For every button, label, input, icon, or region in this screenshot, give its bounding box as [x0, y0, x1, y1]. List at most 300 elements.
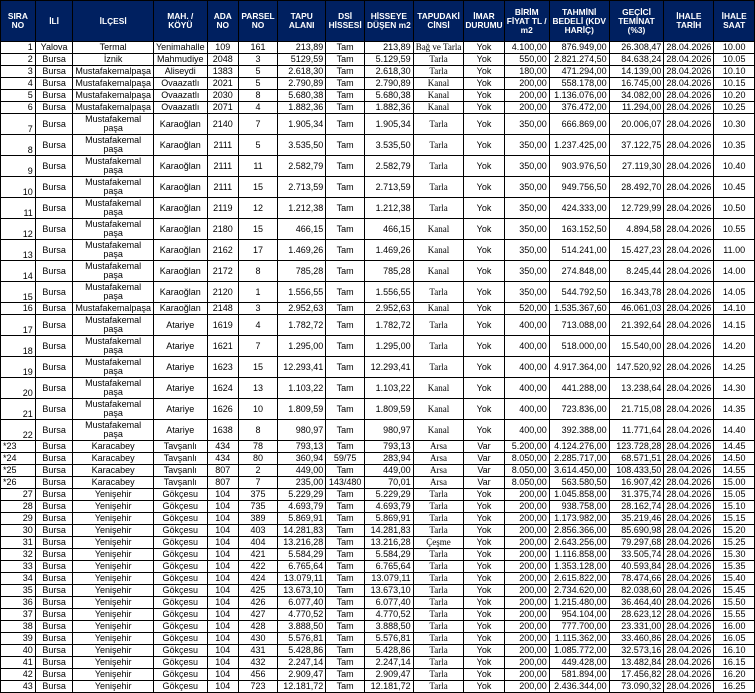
- dsi-hissesi-cell: Tam: [326, 645, 365, 657]
- parsel-no-cell: 3: [238, 303, 277, 315]
- il-cell: Bursa: [35, 78, 73, 90]
- ilce-cell: Mustafakemalpaşa: [73, 90, 154, 102]
- imar-durumu-cell: Yok: [464, 681, 504, 693]
- column-header: İLİ: [35, 1, 73, 42]
- tahmini-bedel-cell: 544.792,50: [549, 282, 609, 303]
- gecici-teminat-cell: 20.006,07: [609, 114, 664, 135]
- ihale-tarih-cell: 28.04.2026: [664, 42, 714, 54]
- imar-durumu-cell: Yok: [464, 66, 504, 78]
- sira-no-cell: 30: [1, 525, 36, 537]
- sira-no-cell: 13: [1, 240, 36, 261]
- tapudaki-cinsi-cell: Tarla: [413, 315, 464, 336]
- sira-no-cell: *26: [1, 477, 36, 489]
- ilce-cell: Mustafakemal paşa: [73, 198, 154, 219]
- ihale-saat-cell: 15.45: [714, 585, 755, 597]
- column-header: PARSEL NO: [238, 1, 277, 42]
- dsi-hissesi-cell: Tam: [326, 315, 365, 336]
- tapu-alani-cell: 980,97: [278, 420, 326, 441]
- hisseye-dusen-cell: 2.618,30: [365, 66, 414, 78]
- dsi-hissesi-cell: Tam: [326, 633, 365, 645]
- table-row: [1, 336, 755, 357]
- ada-no-cell: 1619: [207, 315, 238, 336]
- dsi-hissesi-cell: Tam: [326, 609, 365, 621]
- tapudaki-cinsi-cell: Tarla: [413, 501, 464, 513]
- table-row: [1, 561, 755, 573]
- hisseye-dusen-cell: 785,28: [365, 261, 414, 282]
- tahmini-bedel-cell: 1.237.425,00: [549, 135, 609, 156]
- parsel-no-cell: 5: [238, 66, 277, 78]
- ihale-saat-cell: 14.35: [714, 399, 755, 420]
- ihale-saat-cell: 14.40: [714, 420, 755, 441]
- tapu-alani-cell: 1.809,59: [278, 399, 326, 420]
- il-cell: Bursa: [35, 597, 73, 609]
- tapu-alani-cell: 2.909,47: [278, 669, 326, 681]
- column-header: İLÇESİ: [73, 1, 154, 42]
- il-cell: Bursa: [35, 399, 73, 420]
- dsi-hissesi-cell: 143/480: [326, 477, 365, 489]
- dsi-hissesi-cell: Tam: [326, 561, 365, 573]
- il-cell: Bursa: [35, 525, 73, 537]
- ihale-saat-cell: 10.55: [714, 219, 755, 240]
- ihale-saat-cell: 10.15: [714, 78, 755, 90]
- ihale-saat-cell: 15.05: [714, 489, 755, 501]
- tahmini-bedel-cell: 449.428,00: [549, 657, 609, 669]
- ihale-tarih-cell: 28.04.2026: [664, 453, 714, 465]
- imar-durumu-cell: Yok: [464, 633, 504, 645]
- hisseye-dusen-cell: 13.079,11: [365, 573, 414, 585]
- dsi-hissesi-cell: Tam: [326, 240, 365, 261]
- mahalle-cell: Karaoğlan: [153, 240, 207, 261]
- ada-no-cell: 2048: [207, 54, 238, 66]
- parsel-no-cell: 80: [238, 453, 277, 465]
- ada-no-cell: 104: [207, 585, 238, 597]
- birim-fiyat-cell: 200,00: [504, 513, 549, 525]
- il-cell: Bursa: [35, 477, 73, 489]
- ada-no-cell: 2172: [207, 261, 238, 282]
- il-cell: Bursa: [35, 198, 73, 219]
- mahalle-cell: Gökçesu: [153, 681, 207, 693]
- sira-no-cell: 36: [1, 597, 36, 609]
- imar-durumu-cell: Yok: [464, 513, 504, 525]
- parsel-no-cell: 15: [238, 177, 277, 198]
- mahalle-cell: Tavşanlı: [153, 477, 207, 489]
- il-cell: Bursa: [35, 135, 73, 156]
- gecici-teminat-cell: 26.308,47: [609, 42, 664, 54]
- tahmini-bedel-cell: 514.241,00: [549, 240, 609, 261]
- gecici-teminat-cell: 12.729,99: [609, 198, 664, 219]
- tapudaki-cinsi-cell: Tarla: [413, 525, 464, 537]
- tahmini-bedel-cell: 563.580,50: [549, 477, 609, 489]
- imar-durumu-cell: Yok: [464, 219, 504, 240]
- gecici-teminat-cell: 28.492,70: [609, 177, 664, 198]
- il-cell: Bursa: [35, 561, 73, 573]
- sira-no-cell: 37: [1, 609, 36, 621]
- ihale-saat-cell: 15.00: [714, 477, 755, 489]
- dsi-hissesi-cell: Tam: [326, 42, 365, 54]
- imar-durumu-cell: Yok: [464, 90, 504, 102]
- ihale-saat-cell: 10.30: [714, 114, 755, 135]
- ihale-tarih-cell: 28.04.2026: [664, 537, 714, 549]
- tapudaki-cinsi-cell: Tarla: [413, 336, 464, 357]
- tapudaki-cinsi-cell: Kanal: [413, 240, 464, 261]
- birim-fiyat-cell: 200,00: [504, 633, 549, 645]
- gecici-teminat-cell: 73.090,32: [609, 681, 664, 693]
- hisseye-dusen-cell: 5.680,38: [365, 90, 414, 102]
- column-header: İMAR DURUMU: [464, 1, 504, 42]
- parsel-no-cell: 456: [238, 669, 277, 681]
- table-row: [1, 261, 755, 282]
- dsi-hissesi-cell: Tam: [326, 597, 365, 609]
- tahmini-bedel-cell: 4.124.276,00: [549, 441, 609, 453]
- tapu-alani-cell: 5.576,81: [278, 633, 326, 645]
- hisseye-dusen-cell: 1.782,72: [365, 315, 414, 336]
- hisseye-dusen-cell: 2.582,79: [365, 156, 414, 177]
- ihale-saat-cell: 14.45: [714, 441, 755, 453]
- tapu-alani-cell: 466,15: [278, 219, 326, 240]
- parsel-no-cell: 404: [238, 537, 277, 549]
- hisseye-dusen-cell: 5.428,86: [365, 645, 414, 657]
- table-row: [1, 621, 755, 633]
- hisseye-dusen-cell: 2.909,47: [365, 669, 414, 681]
- gecici-teminat-cell: 82.038,60: [609, 585, 664, 597]
- tapudaki-cinsi-cell: Tarla: [413, 135, 464, 156]
- dsi-hissesi-cell: Tam: [326, 513, 365, 525]
- parsel-no-cell: 735: [238, 501, 277, 513]
- gecici-teminat-cell: 17.456,82: [609, 669, 664, 681]
- tapudaki-cinsi-cell: Tarla: [413, 54, 464, 66]
- parsel-no-cell: 10: [238, 399, 277, 420]
- table-row: [1, 477, 755, 489]
- column-header: TAPUDAKİ CİNSİ: [413, 1, 464, 42]
- tapudaki-cinsi-cell: Tarla: [413, 573, 464, 585]
- tahmini-bedel-cell: 2.821.274,50: [549, 54, 609, 66]
- parsel-no-cell: 12: [238, 198, 277, 219]
- ada-no-cell: 104: [207, 549, 238, 561]
- mahalle-cell: Gökçesu: [153, 513, 207, 525]
- dsi-hissesi-cell: Tam: [326, 90, 365, 102]
- birim-fiyat-cell: 350,00: [504, 198, 549, 219]
- ilce-cell: Yenişehir: [73, 513, 154, 525]
- ihale-tarih-cell: 28.04.2026: [664, 177, 714, 198]
- ihale-tarih-cell: 28.04.2026: [664, 78, 714, 90]
- tahmini-bedel-cell: 2.285.717,00: [549, 453, 609, 465]
- imar-durumu-cell: Yok: [464, 135, 504, 156]
- parsel-no-cell: 424: [238, 573, 277, 585]
- birim-fiyat-cell: 520,00: [504, 303, 549, 315]
- il-cell: Bursa: [35, 102, 73, 114]
- imar-durumu-cell: Yok: [464, 501, 504, 513]
- table-row: [1, 645, 755, 657]
- ihale-tarih-cell: 28.04.2026: [664, 609, 714, 621]
- imar-durumu-cell: Yok: [464, 573, 504, 585]
- mahalle-cell: Gökçesu: [153, 645, 207, 657]
- table-row: [1, 315, 755, 336]
- sira-no-cell: 41: [1, 657, 36, 669]
- tapu-alani-cell: 2.618,30: [278, 66, 326, 78]
- tahmini-bedel-cell: 392.388,00: [549, 420, 609, 441]
- tapu-alani-cell: 5.229,29: [278, 489, 326, 501]
- ilce-cell: Mustafakemalpaşa: [73, 102, 154, 114]
- tahmini-bedel-cell: 1.215.480,00: [549, 597, 609, 609]
- ilce-cell: Yenişehir: [73, 537, 154, 549]
- ilce-cell: Mustafakemal paşa: [73, 357, 154, 378]
- dsi-hissesi-cell: 59/75: [326, 453, 365, 465]
- table-row: [1, 513, 755, 525]
- ihale-tarih-cell: 28.04.2026: [664, 399, 714, 420]
- birim-fiyat-cell: 8.050,00: [504, 465, 549, 477]
- mahalle-cell: Atariye: [153, 420, 207, 441]
- sira-no-cell: 7: [1, 114, 36, 135]
- ihale-tarih-cell: 28.04.2026: [664, 90, 714, 102]
- tapu-alani-cell: 2.247,14: [278, 657, 326, 669]
- ihale-tarih-cell: 28.04.2026: [664, 657, 714, 669]
- mahalle-cell: Tavşanlı: [153, 453, 207, 465]
- dsi-hissesi-cell: Tam: [326, 177, 365, 198]
- il-cell: Bursa: [35, 90, 73, 102]
- birim-fiyat-cell: 200,00: [504, 537, 549, 549]
- imar-durumu-cell: Yok: [464, 357, 504, 378]
- birim-fiyat-cell: 4.100,00: [504, 42, 549, 54]
- ihale-saat-cell: 15.50: [714, 597, 755, 609]
- birim-fiyat-cell: 350,00: [504, 114, 549, 135]
- birim-fiyat-cell: 200,00: [504, 645, 549, 657]
- ilce-cell: Yenişehir: [73, 501, 154, 513]
- table-row: [1, 303, 755, 315]
- imar-durumu-cell: Yok: [464, 78, 504, 90]
- dsi-hissesi-cell: Tam: [326, 585, 365, 597]
- tapudaki-cinsi-cell: Arsa: [413, 441, 464, 453]
- tapudaki-cinsi-cell: Kanal: [413, 90, 464, 102]
- il-cell: Bursa: [35, 633, 73, 645]
- ihale-saat-cell: 15.40: [714, 573, 755, 585]
- imar-durumu-cell: Yok: [464, 669, 504, 681]
- imar-durumu-cell: Var: [464, 453, 504, 465]
- column-header: MAH. / KÖYÜ: [153, 1, 207, 42]
- tapu-alani-cell: 235,00: [278, 477, 326, 489]
- hisseye-dusen-cell: 5.584,29: [365, 549, 414, 561]
- mahalle-cell: Karaoğlan: [153, 303, 207, 315]
- imar-durumu-cell: Yok: [464, 378, 504, 399]
- ada-no-cell: 104: [207, 621, 238, 633]
- ada-no-cell: 104: [207, 645, 238, 657]
- birim-fiyat-cell: 200,00: [504, 525, 549, 537]
- mahalle-cell: Gökçesu: [153, 597, 207, 609]
- imar-durumu-cell: Yok: [464, 657, 504, 669]
- table-row: [1, 669, 755, 681]
- ihale-tarih-cell: 28.04.2026: [664, 489, 714, 501]
- hisseye-dusen-cell: 466,15: [365, 219, 414, 240]
- gecici-teminat-cell: 13.482,84: [609, 657, 664, 669]
- birim-fiyat-cell: 200,00: [504, 585, 549, 597]
- tapu-alani-cell: 1.295,00: [278, 336, 326, 357]
- hisseye-dusen-cell: 1.809,59: [365, 399, 414, 420]
- column-header: HİSSEYE DÜŞEN m2: [365, 1, 414, 42]
- ilce-cell: Karacabey: [73, 477, 154, 489]
- il-cell: Bursa: [35, 645, 73, 657]
- ada-no-cell: 2180: [207, 219, 238, 240]
- mahalle-cell: Mahmudiye: [153, 54, 207, 66]
- tahmini-bedel-cell: 2.734.620,00: [549, 585, 609, 597]
- tapudaki-cinsi-cell: Tarla: [413, 282, 464, 303]
- gecici-teminat-cell: 85.690,98: [609, 525, 664, 537]
- mahalle-cell: Gökçesu: [153, 561, 207, 573]
- ihale-tarih-cell: 28.04.2026: [664, 681, 714, 693]
- ilce-cell: Yenişehir: [73, 681, 154, 693]
- gecici-teminat-cell: 79.297,68: [609, 537, 664, 549]
- il-cell: Bursa: [35, 501, 73, 513]
- parsel-no-cell: 5: [238, 135, 277, 156]
- ihale-saat-cell: 16.20: [714, 669, 755, 681]
- ihale-saat-cell: 10.20: [714, 90, 755, 102]
- ilce-cell: Mustafakemal paşa: [73, 114, 154, 135]
- dsi-hissesi-cell: Tam: [326, 681, 365, 693]
- hisseye-dusen-cell: 5.129,59: [365, 54, 414, 66]
- sira-no-cell: 33: [1, 561, 36, 573]
- tahmini-bedel-cell: 163.152,50: [549, 219, 609, 240]
- ada-no-cell: 2119: [207, 198, 238, 219]
- gecici-teminat-cell: 13.238,64: [609, 378, 664, 399]
- table-row: [1, 357, 755, 378]
- hisseye-dusen-cell: 2.247,14: [365, 657, 414, 669]
- tapu-alani-cell: 1.212,38: [278, 198, 326, 219]
- ihale-saat-cell: 14.25: [714, 357, 755, 378]
- tapudaki-cinsi-cell: Tarla: [413, 513, 464, 525]
- imar-durumu-cell: Yok: [464, 240, 504, 261]
- tapudaki-cinsi-cell: Tarla: [413, 561, 464, 573]
- tapu-alani-cell: 4.693,79: [278, 501, 326, 513]
- tapu-alani-cell: 1.103,22: [278, 378, 326, 399]
- ilce-cell: Mustafakemalpaşa: [73, 66, 154, 78]
- ihale-tarih-cell: 28.04.2026: [664, 198, 714, 219]
- tapudaki-cinsi-cell: Tarla: [413, 198, 464, 219]
- mahalle-cell: Gökçesu: [153, 489, 207, 501]
- tahmini-bedel-cell: 2.615.822,00: [549, 573, 609, 585]
- sira-no-cell: 11: [1, 198, 36, 219]
- dsi-hissesi-cell: Tam: [326, 525, 365, 537]
- parsel-no-cell: 427: [238, 609, 277, 621]
- birim-fiyat-cell: 200,00: [504, 561, 549, 573]
- ihale-tarih-cell: 28.04.2026: [664, 525, 714, 537]
- mahalle-cell: Karaoğlan: [153, 135, 207, 156]
- sira-no-cell: 34: [1, 573, 36, 585]
- tapudaki-cinsi-cell: Tarla: [413, 609, 464, 621]
- ihale-saat-cell: 16.15: [714, 657, 755, 669]
- gecici-teminat-cell: 8.245,44: [609, 261, 664, 282]
- ihale-saat-cell: 14.10: [714, 303, 755, 315]
- column-header: İHALE SAAT: [714, 1, 755, 42]
- parsel-no-cell: 11: [238, 156, 277, 177]
- tapudaki-cinsi-cell: Arsa: [413, 477, 464, 489]
- mahalle-cell: Atariye: [153, 399, 207, 420]
- ihale-tarih-cell: 28.04.2026: [664, 240, 714, 261]
- gecici-teminat-cell: 16.745,00: [609, 78, 664, 90]
- birim-fiyat-cell: 400,00: [504, 399, 549, 420]
- dsi-hissesi-cell: Tam: [326, 336, 365, 357]
- ilce-cell: Yenişehir: [73, 585, 154, 597]
- tahmini-bedel-cell: 518.000,00: [549, 336, 609, 357]
- sira-no-cell: 42: [1, 669, 36, 681]
- column-header: ADA NO: [207, 1, 238, 42]
- ada-no-cell: 1626: [207, 399, 238, 420]
- ilce-cell: Yenişehir: [73, 669, 154, 681]
- birim-fiyat-cell: 200,00: [504, 501, 549, 513]
- tapu-alani-cell: 2.790,89: [278, 78, 326, 90]
- birim-fiyat-cell: 8.050,00: [504, 477, 549, 489]
- tapu-alani-cell: 793,13: [278, 441, 326, 453]
- il-cell: Bursa: [35, 669, 73, 681]
- tapu-alani-cell: 1.882,36: [278, 102, 326, 114]
- birim-fiyat-cell: 200,00: [504, 657, 549, 669]
- dsi-hissesi-cell: Tam: [326, 66, 365, 78]
- table-row: [1, 573, 755, 585]
- ihale-tarih-cell: 28.04.2026: [664, 645, 714, 657]
- ada-no-cell: 1383: [207, 66, 238, 78]
- sira-no-cell: 4: [1, 78, 36, 90]
- ilce-cell: Mustafakemal paşa: [73, 261, 154, 282]
- tahmini-bedel-cell: 1.136.076,00: [549, 90, 609, 102]
- birim-fiyat-cell: 200,00: [504, 597, 549, 609]
- birim-fiyat-cell: 400,00: [504, 315, 549, 336]
- tapudaki-cinsi-cell: Tarla: [413, 657, 464, 669]
- ada-no-cell: 1624: [207, 378, 238, 399]
- parsel-no-cell: 3: [238, 54, 277, 66]
- ada-no-cell: 104: [207, 681, 238, 693]
- il-cell: Bursa: [35, 336, 73, 357]
- tapudaki-cinsi-cell: Arsa: [413, 453, 464, 465]
- dsi-hissesi-cell: Tam: [326, 135, 365, 156]
- gecici-teminat-cell: 15.540,00: [609, 336, 664, 357]
- ihale-saat-cell: 10.05: [714, 54, 755, 66]
- imar-durumu-cell: Yok: [464, 156, 504, 177]
- ilce-cell: Mustafakemal paşa: [73, 219, 154, 240]
- mahalle-cell: Karaoğlan: [153, 156, 207, 177]
- ihale-tarih-cell: 28.04.2026: [664, 549, 714, 561]
- sira-no-cell: 27: [1, 489, 36, 501]
- hisseye-dusen-cell: 12.181,72: [365, 681, 414, 693]
- imar-durumu-cell: Yok: [464, 54, 504, 66]
- tapudaki-cinsi-cell: Tarla: [413, 633, 464, 645]
- table-row: [1, 114, 755, 135]
- hisseye-dusen-cell: 1.295,00: [365, 336, 414, 357]
- sira-no-cell: 20: [1, 378, 36, 399]
- il-cell: Bursa: [35, 303, 73, 315]
- tahmini-bedel-cell: 2.856.366,00: [549, 525, 609, 537]
- ilce-cell: Mustafakemal paşa: [73, 156, 154, 177]
- sira-no-cell: 22: [1, 420, 36, 441]
- ilce-cell: Yenişehir: [73, 489, 154, 501]
- gecici-teminat-cell: 123.728,28: [609, 441, 664, 453]
- birim-fiyat-cell: 200,00: [504, 573, 549, 585]
- table-row: [1, 156, 755, 177]
- ilce-cell: Mustafakemal paşa: [73, 399, 154, 420]
- ihale-saat-cell: 10.50: [714, 198, 755, 219]
- ihale-saat-cell: 16.00: [714, 621, 755, 633]
- table-row: [1, 42, 755, 54]
- il-cell: Bursa: [35, 573, 73, 585]
- tahmini-bedel-cell: 424.333,00: [549, 198, 609, 219]
- ada-no-cell: 1623: [207, 357, 238, 378]
- birim-fiyat-cell: 400,00: [504, 357, 549, 378]
- parsel-no-cell: 13: [238, 378, 277, 399]
- tapudaki-cinsi-cell: Kanal: [413, 102, 464, 114]
- birim-fiyat-cell: 180,00: [504, 66, 549, 78]
- birim-fiyat-cell: 350,00: [504, 282, 549, 303]
- gecici-teminat-cell: 11.294,00: [609, 102, 664, 114]
- gecici-teminat-cell: 78.474,66: [609, 573, 664, 585]
- mahalle-cell: Tavşanlı: [153, 441, 207, 453]
- il-cell: Bursa: [35, 585, 73, 597]
- birim-fiyat-cell: 350,00: [504, 261, 549, 282]
